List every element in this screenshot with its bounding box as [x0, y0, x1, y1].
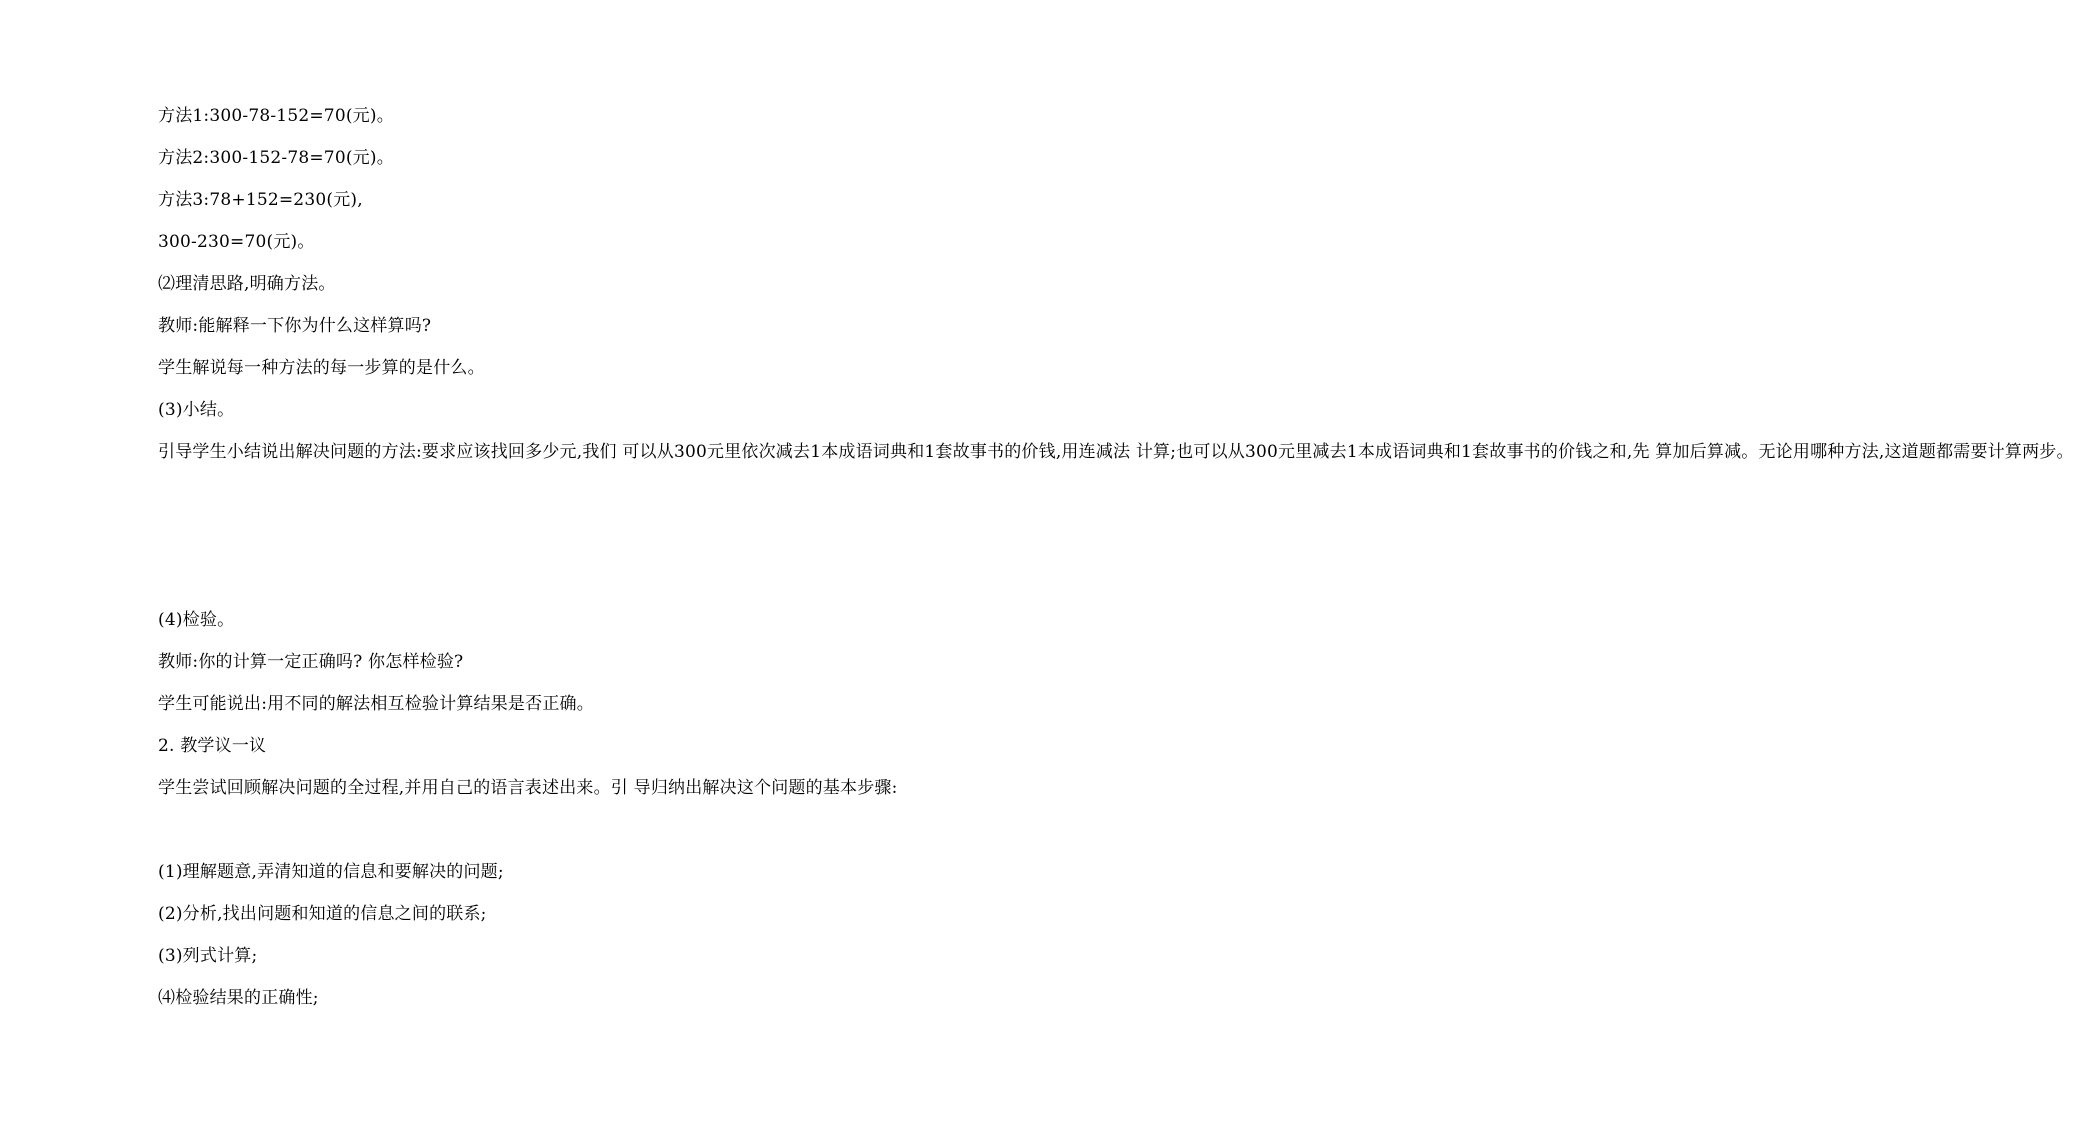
step-2-heading: ⑵理清思路,明确方法。: [158, 274, 336, 294]
student-explain: 学生解说每一种方法的每一步算的是什么。: [158, 358, 485, 378]
method-1: 方法1:300-78-152=70(元)。: [158, 106, 394, 126]
step-4-heading: (4)检验。: [158, 610, 235, 630]
summary-line: 计算;也可以从300元里减去1本成语词典和1套故事书的价钱之和,先: [1135, 442, 1650, 462]
method-3: 方法3:78+152=230(元),: [158, 190, 363, 210]
step-3-heading: (3)小结。: [158, 400, 235, 420]
teacher-question-1: 教师:能解释一下你为什么这样算吗?: [158, 316, 432, 336]
student-check: 学生可能说出:用不同的解法相互检验计算结果是否正确。: [158, 694, 594, 714]
review-line: 学生尝试回顾解决问题的全过程,并用自己的语言表述出来。引: [158, 778, 629, 798]
summary-line: 引导学生小结说出解决问题的方法:要求应该找回多少元,我们: [158, 442, 617, 462]
basic-step-3: (3)列式计算;: [158, 946, 258, 966]
basic-step-4: ⑷检验结果的正确性;: [158, 988, 319, 1008]
method-2: 方法2:300-152-78=70(元)。: [158, 148, 394, 168]
review-line: 导归纳出解决这个问题的基本步骤:: [633, 778, 898, 798]
summary-paragraph: [120, 432, 2074, 473]
basic-step-1: (1)理解题意,弄清知道的信息和要解决的问题;: [158, 862, 504, 882]
summary-line: 可以从300元里依次减去1本成语词典和1套故事书的价钱,用连减法: [622, 442, 1131, 462]
section-2-heading: 2. 教学议一议: [158, 736, 267, 756]
basic-step-2: (2)分析,找出问题和知道的信息之间的联系;: [158, 904, 487, 924]
method-3-continued: 300-230=70(元)。: [158, 232, 315, 252]
summary-line: 算加后算减。无论用哪种方法,这道题都需要计算两步。: [1655, 442, 2074, 462]
review-paragraph: [120, 768, 898, 809]
teacher-question-2: 教师:你的计算一定正确吗? 你怎样检验?: [158, 652, 464, 672]
